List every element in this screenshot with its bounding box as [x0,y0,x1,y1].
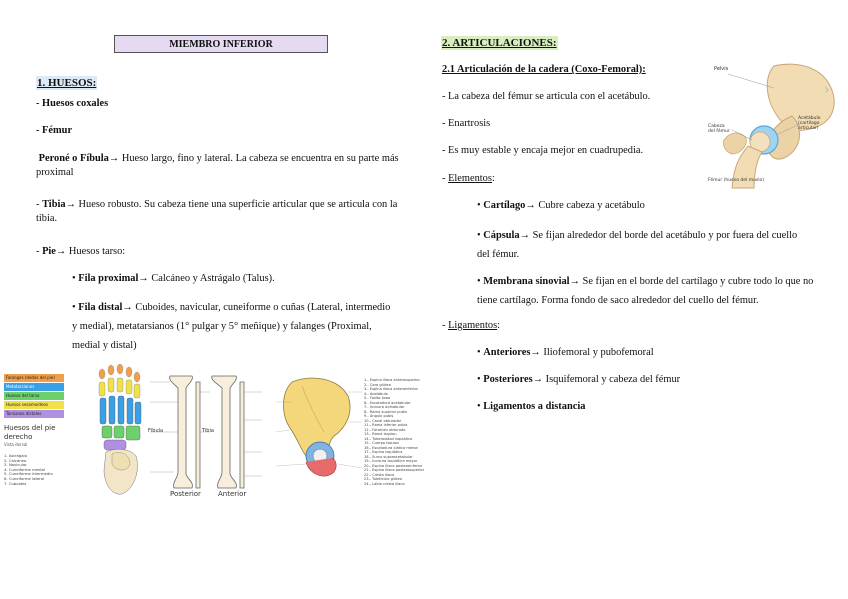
legend-row-falanges: Falanges (dedos del pie) [4,374,64,382]
foot-legend-item: 2. Calcáneo [4,457,27,463]
foot-legend-title-1: Huesos del pie [4,424,56,432]
item-pie: - Pie→ Huesos tarso: [36,246,126,257]
cartilago-text: Cubre cabeza y acetábulo [535,200,645,211]
foot-bones-illustration [90,364,148,498]
pelvis-legend-item: 2.- Cara glútea [364,382,391,387]
foot-legend-item: 6. Cuneiforme lateral [4,475,45,481]
item-fila-distal [72,298,398,355]
perone-text: Hueso largo, fino y lateral. La cabeza se encuentra en su parte más proximal [36,153,399,178]
elementos-label: Elementos [448,173,492,184]
posteriores-term: Posteriores [483,374,533,385]
item-membrana-sinovial [477,272,817,310]
legend-row-metatarsianos: Metatarsianos [4,383,64,391]
cadera-point-1: - La cabeza del fémur se articula con el acetábulo. [442,91,651,102]
ligamentos-label: Ligamentos [448,320,498,331]
foot-legend [0,368,100,500]
hip-label-pelvis: Pelvis [714,66,729,72]
membrana-term: Membrana sinovial [483,276,570,287]
cartilago-term: Cartílago [483,200,526,211]
legend-row-sesamoideos: Huesos sesamoideos [4,401,64,409]
arrow-icon: → [519,230,531,241]
posteriores-text: Isquifemoral y cabeza del fémur [543,374,681,385]
fila-proximal-text: Calcáneo y Astrágalo (Talus). [148,273,275,284]
pelvis-legend-item: 14.- Tuberosidad isquiática [364,436,413,441]
hip-label-cabeza-2: del fémur [708,129,730,134]
subsection-cadera: 2.1 Articulación de la cadera (Coxo-Femoral): [442,64,646,75]
hip-label-cabeza-1: Cabeza [708,124,725,129]
cadera-point-3: - Es muy estable y encaja mejor en cuadrupedia. [442,145,644,156]
hip-joint-figure [704,58,840,190]
pelvis-legend-item: 12.- Foramen obturado [364,427,406,432]
pelvis-legend-item: 1.- Espina iliaca anterosuperior [364,378,420,382]
membrana-text: Se fijan en el borde del cartílago y cubre todo lo que no tiene cartílago. Forma fondo de saco alrededor del cuello del fémur. [477,276,814,306]
arrow-icon: → [65,199,76,210]
item-fila-proximal [72,272,275,286]
item-cartilago [477,199,645,213]
bullet-icon: • [477,230,481,241]
pelvis-legend-item: 15.- Cuerpo isquion [364,441,400,445]
arrow-icon: → [569,276,580,287]
pelvis-legend-item: 24.- Labio cresta iliaca [364,481,405,486]
label-tibia: Tibia [202,428,214,434]
pelvis-figure [272,372,425,490]
pelvis-legend-item: 9.- Ángulo pubis [364,414,394,418]
section-huesos-heading: 1. HUESOS: [37,77,97,89]
pelvis-legend-list [364,378,424,486]
pelvis-legend-item: 20.- Espina iliaca posteroinferior [364,463,423,468]
arrow-icon: → [532,374,544,385]
pelvis-legend-item: 6.- Escotadura acetabular [364,400,411,405]
page-title: MIEMBRO INFERIOR [114,35,328,53]
pelvis-legend-item: 16.- Escotadura ciática menor [364,445,419,450]
hip-label-cabeza [708,124,730,134]
bullet-icon: • [72,273,76,284]
pie-text: Huesos tarso: [66,246,126,257]
fila-distal-text: Cuboides, navicular, cuneiforme o cuñas (Lateral, intermedio y medial), metatarsianos (1° pulgar y 5° meñique) y falanges (Proximal, medial y distal) [72,302,391,351]
hip-label-acetabulo-text: Acetábulo [798,116,821,121]
foot-legend-title-2: derecho [4,433,33,441]
foot-legend-item: 1. Astrágalo [4,453,27,458]
hip-label-femur: Fémur (hueso del muslo) [708,178,765,183]
lig-distancia-term: Ligamentos a distancia [483,401,586,412]
arrow-icon: → [138,273,149,284]
capsula-text: Se fijan alrededor del borde del acetábulo y por fuera del cuello del fémur. [477,230,798,260]
item-tibia: - Tibia→ Hueso robusto. Su cabeza tiene una superficie articular que se articula con la tibia. [36,199,398,224]
tibia-term: Tibia [42,199,66,210]
perone-term: Peroné o Fíbula [38,153,109,164]
tibia-fibula-figure [148,372,264,500]
label-posterior: Posterior [170,490,201,498]
item-lig-distancia [477,400,585,414]
fila-distal-term: Fila distal [78,302,123,313]
bullet-icon: • [477,347,481,358]
pelvis-illustration [272,372,362,488]
pelvis-legend-item: 5.- Fosita ósea [364,396,391,400]
pie-term: Pie [42,246,56,257]
foot-legend-sub: Vista dorsal [4,442,28,447]
bullet-icon: • [477,374,481,385]
pelvis-legend-item: 3.- Espina iliaca anteroinferior [364,387,419,391]
ligamentos-heading: - Ligamentos: [442,320,501,331]
bullet-icon: • [477,200,481,211]
section-articulaciones-heading: 2. ARTICULACIONES: [442,37,557,49]
pelvis-legend-item: 10.- Canal obturador [364,418,402,423]
pelvis-legend-item: 22.- Cresta iliaca [364,472,395,477]
anteriores-term: Anteriores [483,347,531,358]
hip-label-acetabulo [798,116,840,131]
foot-legend-title [4,424,55,442]
tibia-fibula-illustration [148,372,264,500]
bullet-icon: • [477,401,481,412]
pelvis-legend-item: 8.- Rama superior pubis [364,409,407,414]
cadera-point-2: - Enartrosis [442,118,491,129]
pelvis-legend-item: 18.- Surco supraacetabular [364,454,413,459]
item-perone [36,152,408,180]
legend-row-tarsianos-distales: Tarsianos distales [4,410,64,418]
tibia-text: Hueso robusto. Su cabeza tiene una superficie articular que se articula con la tibia. [36,199,398,224]
arrow-icon: → [525,200,536,211]
pelvis-legend-item: 19.- Incisura isquiática mayor [364,459,418,463]
svg-text:›: › [824,82,830,98]
arrow-icon: → [122,302,133,313]
foot-legend-item: 7. Cuboides [4,480,27,486]
foot-legend-item: 3. Navicular [4,462,27,468]
fila-proximal-term: Fila proximal [78,273,139,284]
item-capsula [477,226,803,264]
pelvis-legend-item: 11.- Rama inferior pubis [364,423,408,427]
arrow-icon: → [530,347,541,358]
arrow-icon: → [108,153,120,164]
foot-figure [90,364,148,498]
pelvis-legend-item: 7.- Incisura acetabular [364,405,405,409]
anteriores-text: Iliofemoral y pubofemoral [540,347,654,358]
hip-label-cartilago-text: (cartílago articular) [798,121,820,131]
pelvis-legend-item: 21.- Espina iliaca posterosuperior [364,468,425,472]
capsula-term: Cápsula [483,230,520,241]
bullet-icon: • [477,276,481,287]
arrow-icon: → [55,246,67,257]
item-lig-posteriores [477,373,680,387]
item-femur: - Fémur [36,125,73,136]
item-huesos-coxales: - Huesos coxales [36,98,109,109]
pelvis-legend-item: 13.- Rama isquion [364,432,397,436]
foot-legend-item: 4. Cuneiforme medial [4,466,45,472]
label-fibula: Fíbula [148,428,164,434]
label-anterior: Anterior [218,490,247,498]
pelvis-legend-item: 17.- Espina isquiática [364,450,403,454]
elementos-heading: - Elementos: [442,173,495,184]
pelvis-legend-item: 23.- Tubérculo glúteo [364,477,402,481]
foot-legend-list [4,454,53,486]
item-lig-anteriores [477,346,654,360]
legend-row-tarso: Huesos del tarso [4,392,64,400]
bullet-icon: • [72,302,76,313]
foot-legend-item: 5. Cuneiforme intermedio [4,471,53,477]
pelvis-legend-item: 4.- Acetábulo [364,391,388,396]
